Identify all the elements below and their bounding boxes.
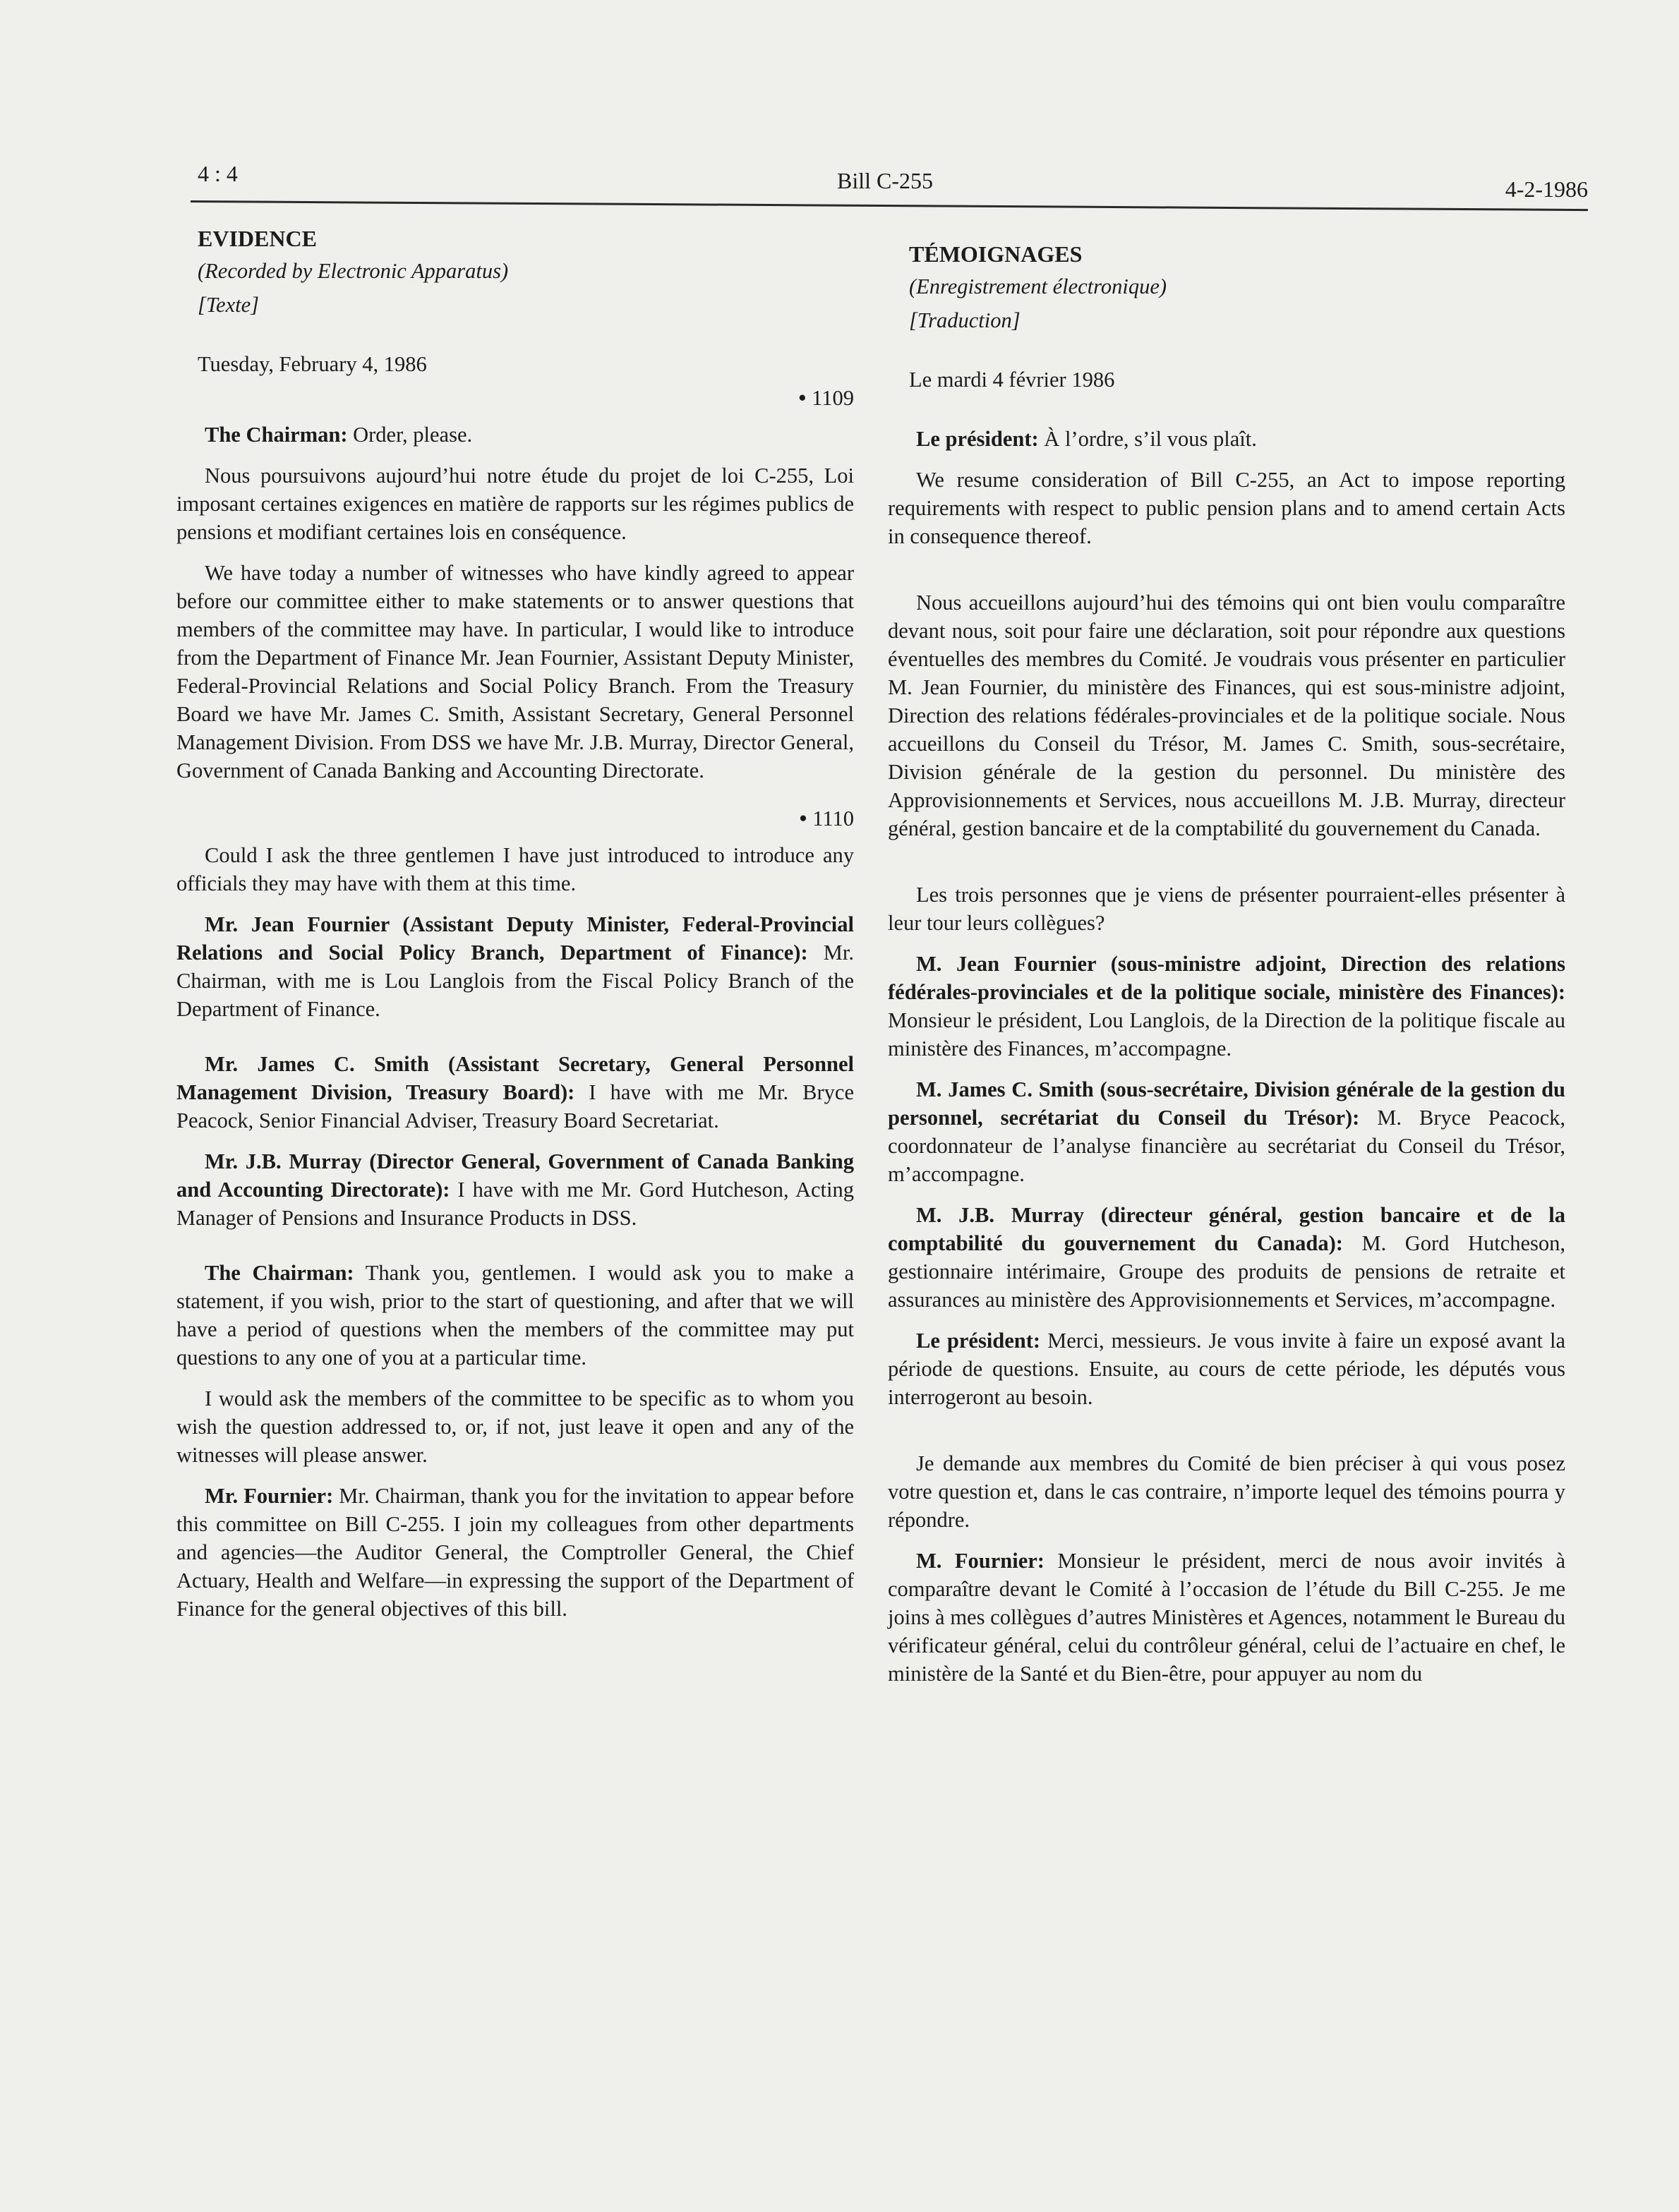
speech-text: Mr. Chairman, with me is Lou Langlois from the Fiscal Policy Branch of the Department of Finance. <box>176 941 854 1021</box>
speech-text: À l’ordre, s’il vous plaît. <box>1038 427 1257 451</box>
speaker: Le président: <box>916 427 1039 451</box>
speaker: Mr. James C. Smith (Assistant Secretary, General Personnel Management Division, Treasury Board): <box>176 1052 854 1104</box>
speech-paragraph <box>176 1259 854 1372</box>
time-value: 1110 <box>812 806 854 830</box>
speech-paragraph <box>176 1147 854 1232</box>
speaker: Le président: <box>916 1329 1041 1353</box>
right-column <box>888 240 1565 1700</box>
speech-paragraph <box>888 1201 1565 1314</box>
paragraph: Nous poursuivons aujourd’hui notre étude du projet de loi C-255, Loi imposant certaines exigences en matière de rapports sur les régimes publics de pensions et modifiant certaines lois en conséquence. <box>176 464 854 544</box>
paragraph: Je demande aux membres du Comité de bien préciser à qui vous posez votre question et, dans le cas contraire, n’importe lequel des témoins pourra y répondre. <box>888 1451 1565 1532</box>
speaker: Mr. Fournier: <box>205 1484 334 1508</box>
time-marker <box>176 804 854 833</box>
paragraph: Could I ask the three gentlemen I have just introduced to introduce any officials they may have with them at this time. <box>176 843 854 895</box>
speech-text: Monsieur le président, merci de nous avoir invités à comparaître devant le Comité à l’occasion de l’étude du Bill C-255. Je me joins à mes collègues d’autres Ministères et Agences, notamment le Bureau du vérificateur général, celui du contrôleur général, celui de l’actuaire en chef, le ministère de la Santé et du Bien-être, pour appuyer au nom du <box>888 1549 1565 1686</box>
section-title: EVIDENCE <box>198 226 317 251</box>
speaker: M. J.B. Murray (directeur général, gestion bancaire et de la comptabilité du gouvernement du Canada): <box>888 1203 1565 1255</box>
speech-text: I have with me Mr. Gord Hutcheson, Acting Manager of Pensions and Insurance Products in DSS. <box>176 1178 855 1230</box>
sitting-date: Le mardi 4 février 1986 <box>909 368 1115 392</box>
paragraph: We have today a number of witnesses who have kindly agreed to appear before our committee either to make statements or to answer questions that members of the committee may have. In particular, I would like to introduce from the Department of Finance Mr. Jean Fournier, Assistant Deputy Minister, Federal-Provincial Relations and Social Policy Branch. From the Treasury Board we have Mr. James C. Smith, Assistant Secretary, General Personnel Management Division. From DSS we have Mr. J.B. Murray, Director General, Government of Canada Banking and Accounting Directorate. <box>176 561 854 782</box>
bullet-icon: • <box>799 806 807 830</box>
speaker: M. James C. Smith (sous-secrétaire, Division générale de la gestion du personnel, secrétariat du Conseil du Trésor): <box>888 1077 1565 1130</box>
speech-text: Monsieur le président, Lou Langlois, de la Direction de la politique fiscale au ministère des Finances, m’accompagne. <box>888 1008 1565 1060</box>
speech-paragraph <box>888 1326 1565 1411</box>
speaker: Mr. J.B. Murray (Director General, Government of Canada Banking and Accounting Directorate): <box>176 1149 854 1202</box>
time-marker <box>176 384 854 412</box>
speech-text: I have with me Mr. Bryce Peacock, Senior Financial Adviser, Treasury Board Secretariat. <box>176 1080 854 1132</box>
paragraph: Les trois personnes que je viens de présenter pourraient-elles présenter à leur tour leurs collègues? <box>888 883 1565 935</box>
speech-paragraph <box>176 1482 854 1623</box>
paragraph: We resume consideration of Bill C-255, an Act to impose reporting requirements with respect to public pension plans and to amend certain Acts in consequence thereof. <box>888 468 1565 548</box>
speaker: M. Jean Fournier (sous-ministre adjoint, Direction des relations fédérales-provinciales et de la politique sociale, ministère des Finances): <box>888 952 1565 1004</box>
speaker: Mr. Jean Fournier (Assistant Deputy Minister, Federal-Provincial Relations and Social Policy Branch, Department of Finance): <box>176 912 854 965</box>
header-date: 4-2-1986 <box>1505 176 1588 202</box>
speech-paragraph <box>888 425 1565 453</box>
speech-paragraph <box>888 950 1565 1063</box>
time-value: 1109 <box>812 386 854 410</box>
left-column <box>176 224 854 1636</box>
speech-paragraph <box>888 1075 1565 1188</box>
speech-text: Mr. Chairman, thank you for the invitation to appear before this committee on Bill C-255. I join my colleagues from other departments and agencies—the Auditor General, the Comptroller General, the Chief Actuary, Health and Welfare—in expressing the support of the Department of Finance for the general objectives of this bill. <box>176 1484 854 1621</box>
bill-title: Bill C-255 <box>837 168 934 193</box>
paragraph: Nous accueillons aujourd’hui des témoins qui ont bien voulu comparaître devant nous, soit pour faire une déclaration, soit pour répondre aux questions éventuelles des membres du Comité. Je voudrais vous présenter en particulier M. Jean Fournier, du ministère des Finances, qui est sous-ministre adjoint, Direction des relations fédérales-provinciales et de la politique sociale. Nous accueillons du Conseil du Trésor, M. James C. Smith, sous-secrétaire, Division générale de la gestion du personnel. Du ministère des Approvisionnements et Services, nous accueillons M. J.B. Murray, directeur général, gestion bancaire et de la comptabilité du gouvernement du Canada. <box>888 591 1565 840</box>
speech-text: Thank you, gentlemen. I would ask you to make a statement, if you wish, prior to the start of questioning, and after that we will have a period of questions when the members of the committee may put questions to any one of you at a particular time. <box>176 1261 854 1370</box>
speech-paragraph <box>176 421 854 449</box>
speaker: M. Fournier: <box>916 1549 1045 1573</box>
bullet-icon: • <box>798 386 807 410</box>
speech-text: Merci, messieurs. Je vous invite à faire un exposé avant la période de questions. Ensuite, au cours de cette période, les députés vous interrogeront au besoin. <box>888 1329 1565 1409</box>
section-subtitle: (Recorded by Electronic Apparatus) <box>198 259 509 283</box>
speech-text: M. Bryce Peacock, coordonnateur de l’analyse financière au secrétariat du Conseil du Trésor, m’accompagne. <box>888 1106 1565 1186</box>
running-header <box>191 161 1588 203</box>
language-tag-text: [Traduction] <box>909 308 1021 332</box>
sitting-date: Tuesday, February 4, 1986 <box>198 352 427 376</box>
speaker: The Chairman: <box>205 423 348 447</box>
speech-paragraph <box>176 1050 854 1135</box>
speech-text: M. Gord Hutcheson, gestionnaire intérimaire, Groupe des produits de pensions de retraite et assurances au ministère des Approvisionnements et Services, m’accompagne. <box>888 1231 1566 1312</box>
section-title: TÉMOIGNAGES <box>909 241 1083 267</box>
speech-paragraph <box>176 910 854 1023</box>
speech-paragraph <box>888 1547 1565 1688</box>
speaker: The Chairman: <box>205 1261 354 1285</box>
language-tag <box>198 291 854 319</box>
speech-text: Order, please. <box>347 423 473 447</box>
paragraph: I would ask the members of the committee to be specific as to whom you wish the question addressed to, or, if not, just leave it open and any of the witnesses will please answer. <box>176 1386 854 1467</box>
section-subtitle: (Enregistrement électronique) <box>909 274 1167 298</box>
page-number: 4 : 4 <box>198 161 238 186</box>
language-tag-text: [Texte] <box>198 293 259 317</box>
language-tag <box>909 306 1565 334</box>
